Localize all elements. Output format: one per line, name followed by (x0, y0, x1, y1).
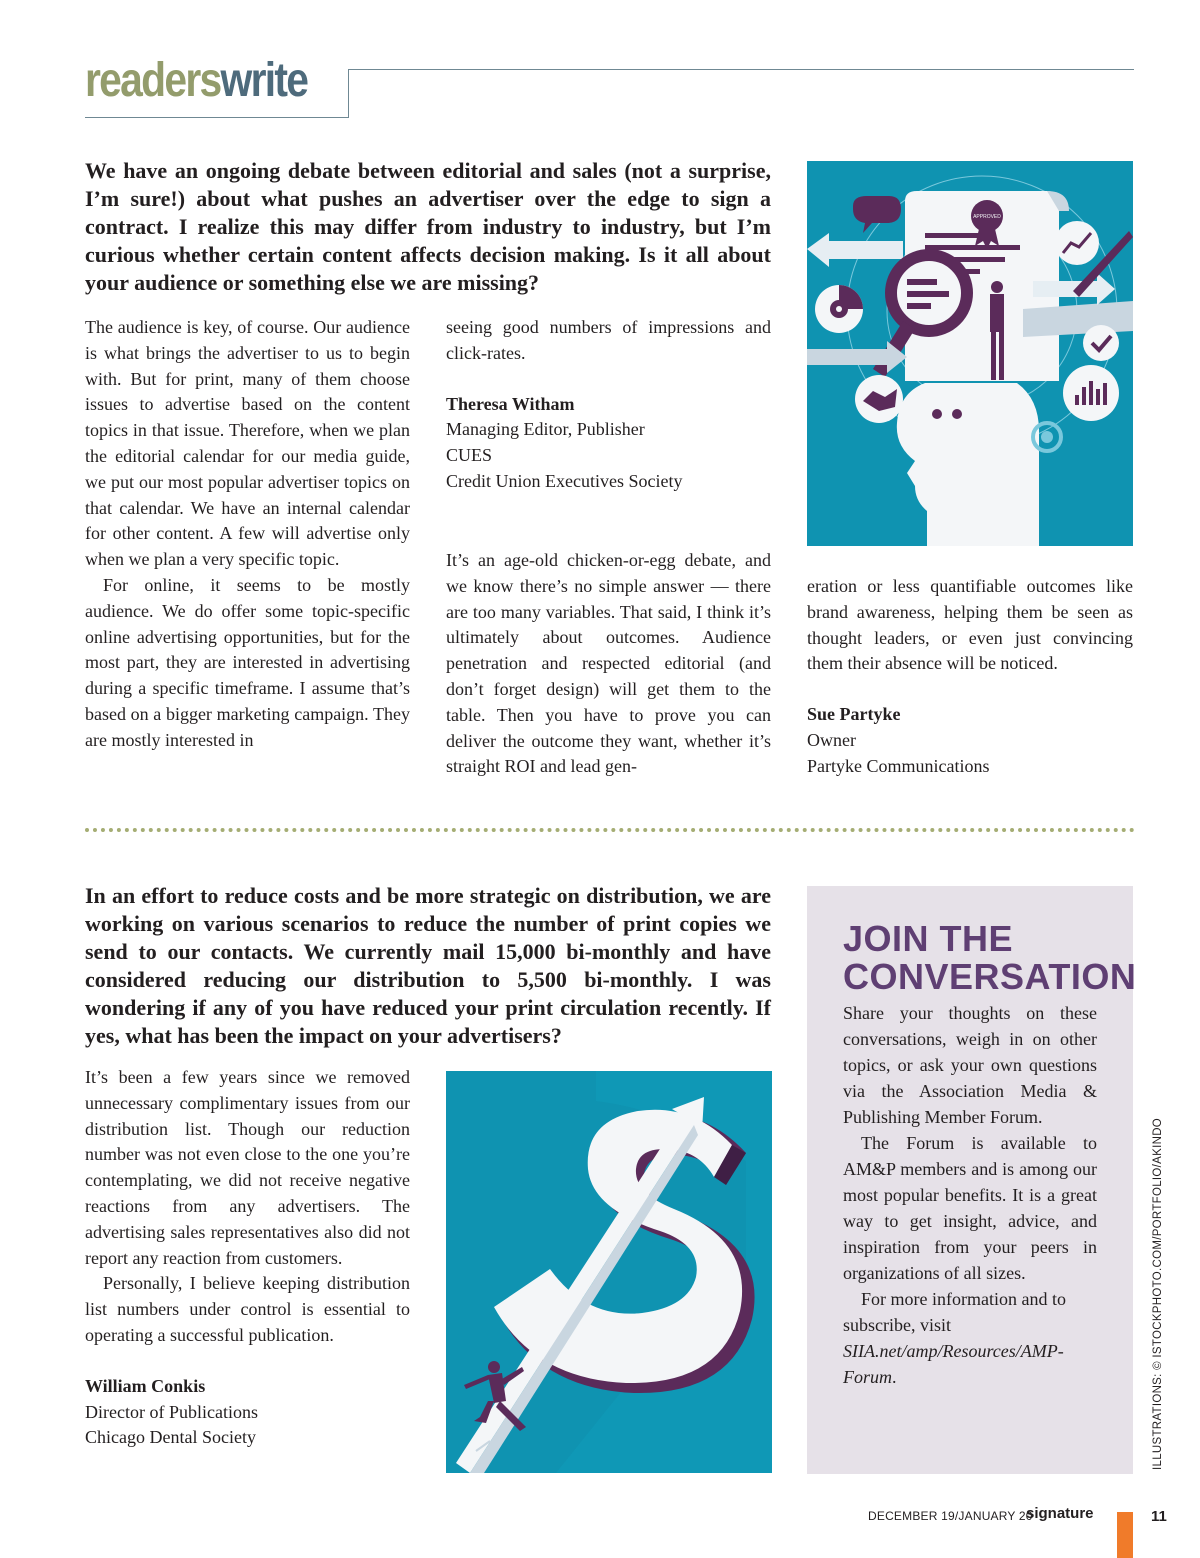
answer-1-paragraph-2: For online, it seems to be mostly audience. We do offer some topic-specific online advertising opportunities, but for the most part, they are interested in advertising during a specific timeframe. I assume that’s based on a bigger marketing campaign. They are mostly interested in (85, 574, 410, 750)
footer-magazine-name: signature (1026, 1505, 1094, 1522)
bar (1082, 387, 1086, 405)
answer-2-column-2 (446, 548, 771, 780)
answer-2-paragraph-1: It’s an age-old chicken-or-egg debate, and we know there’s no simple answer — there are too many variables. That said, I think it’s ultimately about outcomes. Audience penetration and respected editorial (and don’t forget design) will get them to the table. Then you have to prove you can deliver the outcome they want, whether it’s straight ROI and lead gen- (446, 550, 771, 777)
magnifier-line (907, 279, 937, 285)
page-number: 11 (1151, 1508, 1167, 1525)
head-eye (932, 409, 942, 419)
businessman-leg (999, 332, 1004, 380)
answer-1-column-1 (85, 315, 410, 754)
question-1: We have an ongoing debate between editorial and sales (not a surprise, I’m sure!) about what pushes an advertiser over the edge to sign a contract. I realize this may differ from industry to industry, but I’m curious whether certain content affects decision making. Is it all about your audience or something else we are missing? (85, 158, 771, 295)
header-rule-top (348, 69, 1134, 70)
forum-link[interactable]: SIIA.net/amp/Resources/AMP-Forum (843, 1341, 1064, 1387)
sidebar-paragraph-3 (843, 1286, 1097, 1390)
line-chart-icon (1055, 221, 1099, 265)
section-divider (85, 828, 1135, 832)
answer-1-paragraph-2-continued: seeing good numbers of impressions and click-rates. (446, 317, 771, 363)
answer-1-paragraph-1: The audience is key, of course. Our audience is what brings the advertiser to us to begin with. But for print, many of them choose issues to advertise based on the content topics in that issue. Therefore, when we plan the editorial calendar for our media guide, we put our most popular advertiser topics on that calendar. We have an internal calendar for other content. A few will advertise only when we plan a very specific topic. (85, 317, 410, 570)
sidebar-paragraph-3-text: For more information and to subscribe, visit (843, 1289, 1066, 1335)
author-3-org: Chicago Dental Society (85, 1427, 256, 1448)
businessman-body (990, 294, 1004, 332)
section-title-part1: readers (85, 54, 221, 107)
question-2: In an effort to reduce costs and be more strategic on distribution, we are working on various scenarios to reduce the number of print copies we send to our contacts. We currently mail 15,000 bi-monthly and have considered reducing our distribution to 5,500 bi-monthly. I was wondering if any of you have reduced your print circulation recently. If yes, what has been the impact on your advertisers? (85, 883, 771, 1048)
magnifier-line (907, 303, 931, 309)
bar (1089, 381, 1093, 405)
businessman-head (991, 281, 1003, 293)
signal-icon-inner (1041, 431, 1053, 443)
eye-pupil (836, 306, 842, 312)
magnifier-line (907, 291, 949, 297)
author-3-title: Director of Publications (85, 1401, 258, 1422)
author-1-name: Theresa Witham (446, 393, 575, 414)
illustration-advertising-concept (807, 161, 1133, 546)
answer-2-paragraph-1-continued: eration or less quantifiable outcomes like brand awareness, helping them be seen as thought leaders, or even just convincing them their absence will be noticed. (807, 576, 1133, 674)
bar (1075, 395, 1079, 405)
illustration-dollar-sign (446, 1071, 772, 1473)
head-eye (952, 409, 962, 419)
footer-accent-bar (1117, 1512, 1133, 1558)
checkmark-icon (1083, 325, 1119, 361)
author-1-org-short: CUES (446, 445, 493, 466)
sidebar-heading-line-1: JOIN THE (843, 918, 1014, 959)
illustration-credit: ILLUSTRATIONS: © ISTOCKPHOTO.COM/PORTFOLIO/AKINDO (1152, 1117, 1164, 1470)
section-title-part2: write (220, 54, 308, 107)
author-2-name: Sue Partyke (807, 704, 901, 725)
answer-2-column-3 (807, 574, 1133, 780)
answer-3-column (85, 1065, 410, 1451)
footer-issue-date: DECEMBER 19/JANUARY 20 (868, 1509, 1033, 1523)
answer-1-column-2 (446, 315, 771, 495)
sidebar-heading-line-2: CONVERSATION (843, 956, 1137, 997)
document-line (925, 245, 1020, 250)
sidebar-paragraph-3-end: . (892, 1367, 897, 1387)
header-rule-vertical (348, 69, 349, 118)
businessman-leg (991, 332, 996, 380)
author-2-org: Partyke Communications (807, 755, 990, 776)
author-1-org: Credit Union Executives Society (446, 470, 683, 491)
header-rule-bottom (85, 117, 349, 118)
section-title (85, 55, 307, 107)
sidebar-paragraph-1: Share your thoughts on these conversations, weigh in on other topics, or ask your own questions via the Association Media & Publishing Member Forum. (843, 1003, 1097, 1127)
sidebar-heading (843, 920, 1136, 996)
running-man-head (488, 1361, 500, 1373)
bar (1103, 383, 1107, 405)
author-1-title: Managing Editor, Publisher (446, 419, 645, 440)
sidebar-paragraph-2: The Forum is available to AM&P members and is among our most popular benefits. It is a great way to get insight, advice, and inspiration from your peers in organizations of all sizes. (843, 1133, 1097, 1283)
sidebar-body (843, 1000, 1097, 1390)
join-conversation-sidebar (807, 886, 1137, 1474)
approved-seal-text: APPROVED (973, 214, 1001, 220)
bar (1096, 389, 1100, 405)
author-3-name: William Conkis (85, 1375, 206, 1396)
author-2-title: Owner (807, 729, 856, 750)
answer-3-paragraph-1: It’s been a few years since we removed unnecessary complimentary issues from our distribution list. Though our reduction number was not even close to the one you’re contemplating, we did not receive negative reactions from any advertisers. The advertising sales representatives also did not report any reaction from customers. (85, 1067, 410, 1268)
answer-3-paragraph-2: Personally, I believe keeping distribution list numbers under control is essential to operating a successful publication. (85, 1273, 410, 1345)
